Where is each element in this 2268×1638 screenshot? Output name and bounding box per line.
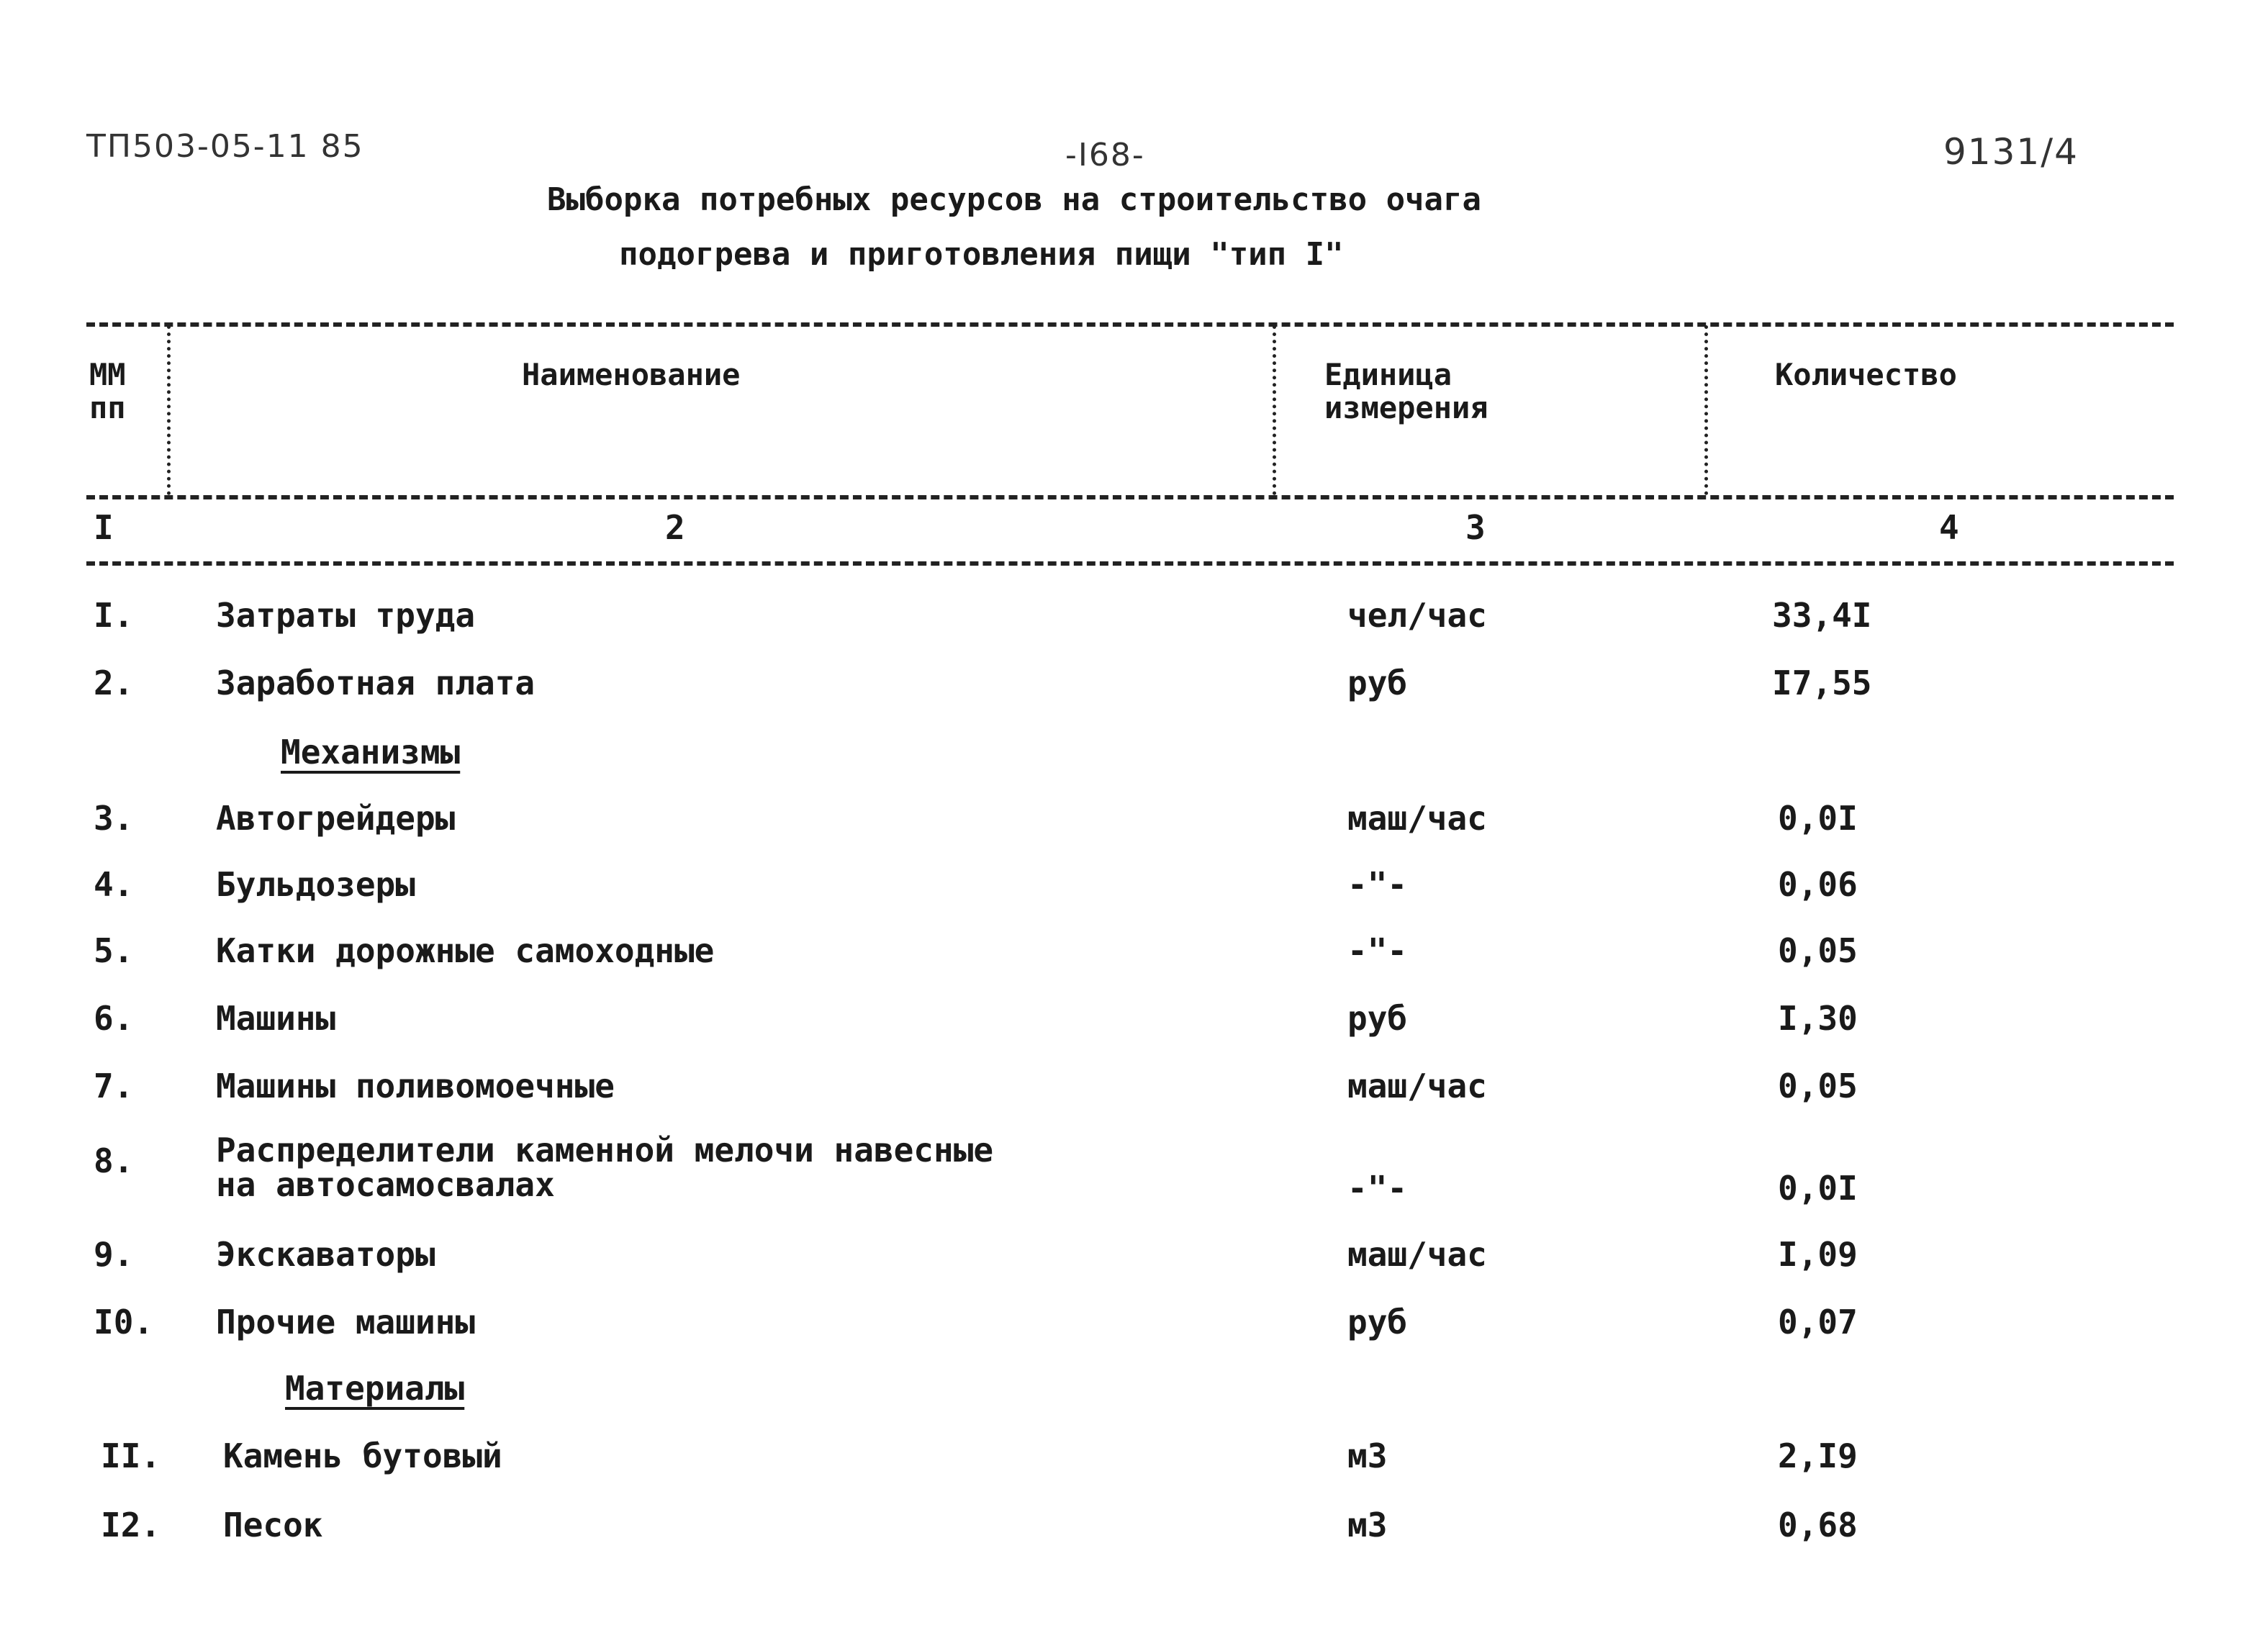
section-heading-materials: Материалы xyxy=(285,1369,465,1408)
row-1-qty: 33,4I xyxy=(1772,596,1872,635)
row-6-unit: руб xyxy=(1347,999,1408,1038)
row-7-name: Машины поливомоечные xyxy=(216,1067,615,1105)
row-8-qty: 0,0I xyxy=(1778,1169,1858,1208)
title-line-2: подогрева и приготовления пищи "тип I" xyxy=(619,236,1344,273)
row-3-name: Автогрейдеры xyxy=(216,799,456,838)
row-11-unit: м3 xyxy=(1347,1436,1388,1475)
row-1-unit: чел/час xyxy=(1347,596,1487,635)
row-3-unit: маш/час xyxy=(1347,799,1487,838)
row-9-unit: маш/час xyxy=(1347,1235,1487,1274)
row-5-name: Катки дорожные самоходные xyxy=(216,931,715,970)
col-number-4: 4 xyxy=(1939,508,1959,547)
col-divider-1 xyxy=(167,325,171,495)
row-9-qty: I,09 xyxy=(1778,1235,1858,1274)
row-10-num: I0. xyxy=(94,1303,154,1341)
row-12-num: I2. xyxy=(101,1506,161,1544)
row-11-num: II. xyxy=(101,1436,161,1475)
col-number-3: 3 xyxy=(1465,508,1486,547)
section-heading-mechanisms: Механизмы xyxy=(281,733,461,772)
row-6-num: 6. xyxy=(94,999,134,1038)
row-3-qty: 0,0I xyxy=(1778,799,1858,838)
row-2-num: 2. xyxy=(94,664,134,702)
col-numbers-rule xyxy=(86,561,2174,566)
col-divider-3 xyxy=(1704,325,1708,495)
col-divider-2 xyxy=(1273,325,1276,495)
row-10-qty: 0,07 xyxy=(1778,1303,1858,1341)
row-10-name: Прочие машины xyxy=(216,1303,476,1341)
row-12-name: Песок xyxy=(223,1506,323,1544)
row-4-qty: 0,06 xyxy=(1778,865,1858,904)
header-name: Наименование xyxy=(522,357,741,392)
col-number-1: I xyxy=(94,508,114,547)
row-4-name: Бульдозеры xyxy=(216,865,415,904)
row-12-unit: м3 xyxy=(1347,1506,1388,1544)
row-9-num: 9. xyxy=(94,1235,134,1274)
row-2-name: Заработная плата xyxy=(216,664,536,702)
row-10-unit: руб xyxy=(1347,1303,1408,1341)
row-7-unit: маш/час xyxy=(1347,1067,1487,1105)
header-bottom-rule xyxy=(86,495,2174,499)
row-5-num: 5. xyxy=(94,931,134,970)
row-1-num: I. xyxy=(94,596,134,635)
row-3-num: 3. xyxy=(94,799,134,838)
document-code: ТП503-05-11 85 xyxy=(86,128,364,165)
page-number: -I68- xyxy=(1065,137,1145,173)
row-7-num: 7. xyxy=(94,1067,134,1105)
row-8-name: Распределители каменной мелочи навесные на автосамосвалах xyxy=(216,1131,994,1204)
row-8-unit: -"- xyxy=(1347,1169,1408,1208)
row-7-qty: 0,05 xyxy=(1778,1067,1858,1105)
row-4-num: 4. xyxy=(94,865,134,904)
row-12-qty: 0,68 xyxy=(1778,1506,1858,1544)
sheet-code: 9131/4 xyxy=(1943,131,2079,173)
title-line-1: Выборка потребных ресурсов на строительство очага xyxy=(547,181,1482,218)
row-11-qty: 2,I9 xyxy=(1778,1436,1858,1475)
row-2-unit: руб xyxy=(1347,664,1408,702)
row-1-name: Затраты труда xyxy=(216,596,476,635)
row-9-name: Экскаваторы xyxy=(216,1235,435,1274)
row-5-unit: -"- xyxy=(1347,931,1408,970)
row-6-qty: I,30 xyxy=(1778,999,1858,1038)
col-number-2: 2 xyxy=(665,508,685,547)
header-qty: Количество xyxy=(1775,357,1957,392)
row-2-qty: I7,55 xyxy=(1772,664,1872,702)
table-top-rule xyxy=(86,322,2174,327)
row-8-num: 8. xyxy=(94,1141,134,1180)
header-num: ММ пп xyxy=(89,357,126,425)
row-11-name: Камень бутовый xyxy=(223,1436,502,1475)
header-unit: Единица измерения xyxy=(1324,357,1488,425)
row-5-qty: 0,05 xyxy=(1778,931,1858,970)
row-4-unit: -"- xyxy=(1347,865,1408,904)
row-6-name: Машины xyxy=(216,999,336,1038)
